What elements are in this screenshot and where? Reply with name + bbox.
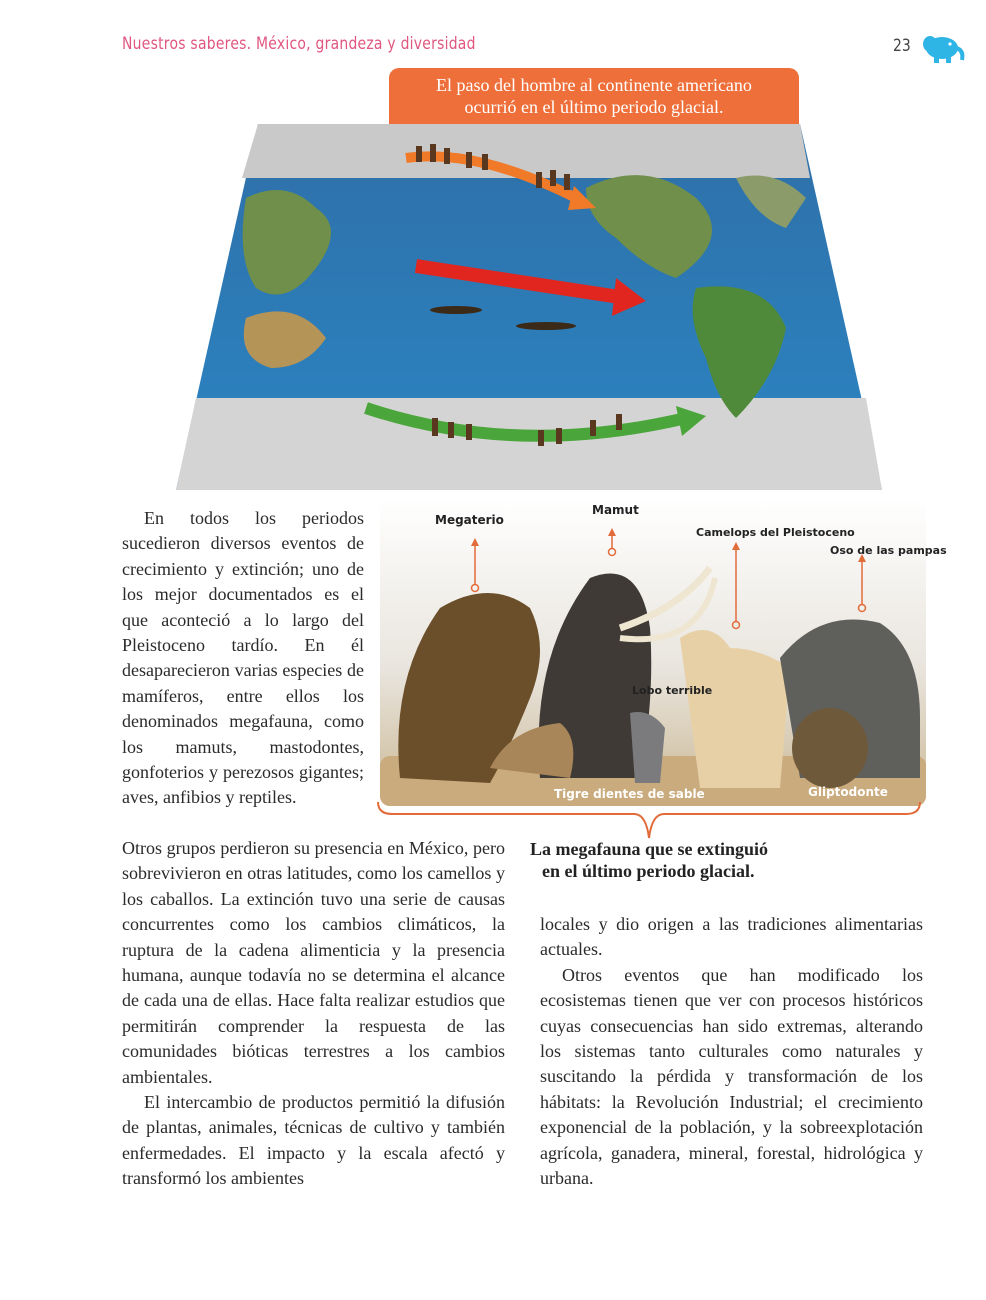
- body-paragraph-3: Otros eventos que han modificado los ecosistemas tienen que ver con procesos históricos cuyas consecuencias han sido extremas, alterando los sistemas tanto culturales como naturales y suscitando la pérdida y transformación de los hábitats: la Revolución Industrial; el crecimiento exponencial de la población, y la sobreexplotación agrícola, ganadera, mineral, forestal, hidrológica y urbana.: [540, 964, 923, 1189]
- label-lobo: Lobo terrible: [632, 684, 713, 697]
- map-banner: [389, 68, 799, 124]
- figure-caption: [530, 838, 810, 882]
- label-camelops: Camelops del Pleistoceno: [696, 526, 855, 539]
- banner-line-1: El paso del hombre al continente americano: [436, 75, 752, 95]
- banner-line-2: ocurrió en el último periodo glacial.: [464, 97, 724, 117]
- running-header: Nuestros saberes. México, grandeza y diversidad: [122, 34, 476, 54]
- body-paragraph-2: El intercambio de productos permitió la difusión de plantas, animales, técnicas de cultivo y también enfermedades. El impacto y la escala afectó y transformó los ambientes: [122, 1092, 505, 1189]
- label-megaterio: Megaterio: [435, 513, 504, 527]
- page-number: 23: [893, 36, 911, 56]
- world-map-illustration: [176, 118, 882, 494]
- megafauna-illustration: [380, 498, 947, 806]
- body-paragraph-2-continued: locales y dio origen a las tradiciones alimentarias actuales.: [540, 914, 923, 960]
- caption-line-2: en el último periodo glacial.: [542, 861, 755, 881]
- mammoth-icon: [920, 32, 966, 64]
- label-mamut: Mamut: [592, 503, 639, 517]
- label-gliptodonte: Gliptodonte: [808, 785, 888, 799]
- label-oso: Oso de las pampas: [830, 544, 947, 557]
- right-column: [540, 912, 923, 1191]
- caption-line-1: La megafauna que se extinguió: [530, 839, 769, 859]
- body-paragraph-1-top: En todos los periodos sucedieron diversos eventos de crecimiento y extinción; uno de los mejor documentados es el que aconteció a lo largo del Pleistoceno tardío. En él desaparecieron varias especies de mamíferos, entre ellos los denominados megafauna, como los mamuts, mastodontes, gonfoterios y perezosos gigantes; aves, anfibios y reptiles.: [122, 508, 364, 808]
- body-paragraph-1-bottom: Otros grupos perdieron su presencia en México, pero sobrevivieron en otras latitudes, como los camellos y los caballos. La extinción tuvo una serie de causas concurrentes como los cambios climáticos, la ruptura de la cadena alimenticia y la presencia humana, aunque todavía no se determina el alcance de cada una de ellas. Hace falta realizar estudios que permitirán comprender la respuesta de las comunidades bióticas terrestres a los cambios ambientales. El intercambio de productos permitió la difusión de plantas, animales, técnicas de cultivo y también enfermedades. El impacto y la escala afectó y transformó los ambientes: [122, 836, 505, 1192]
- label-tigre: Tigre dientes de sable: [554, 787, 705, 801]
